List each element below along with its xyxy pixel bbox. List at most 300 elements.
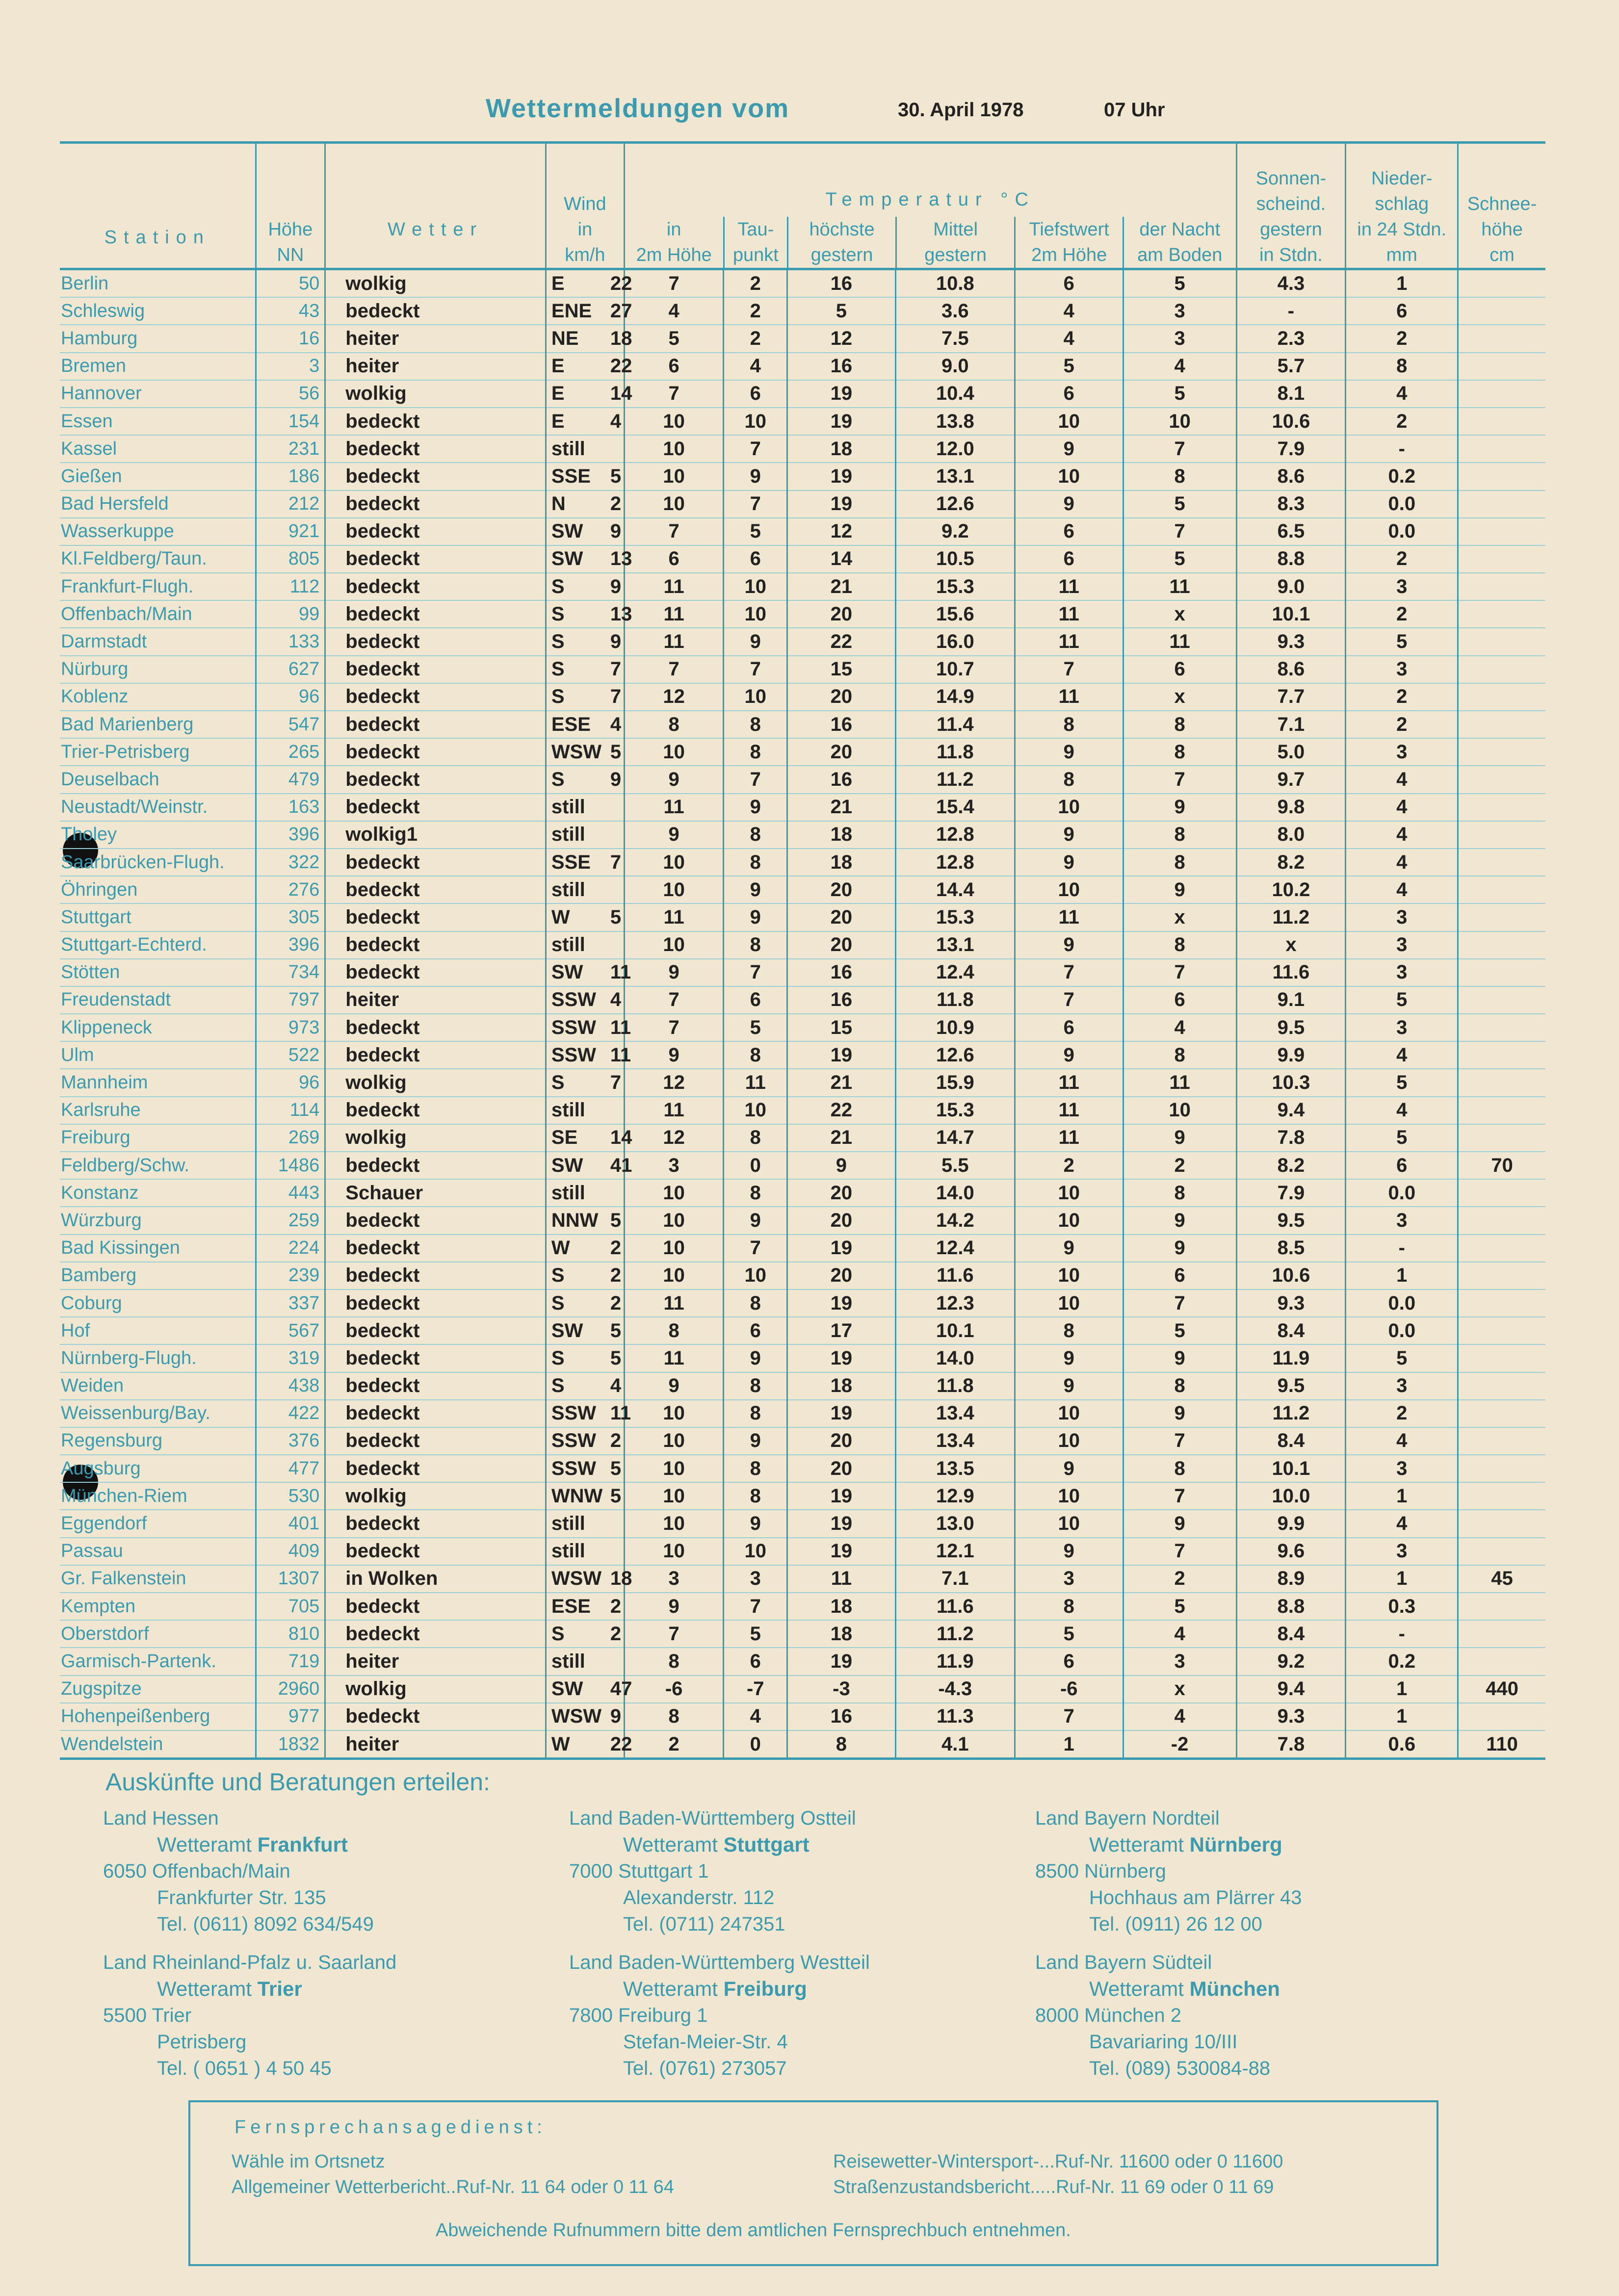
min-ground-cell [1123,1179,1236,1207]
mean-yesterday-value: 11.2 [937,768,974,790]
sunshine-hours-cell [1236,1317,1346,1344]
wind-speed: 41 [610,1154,632,1176]
temp-2m-cell [624,408,724,435]
min-ground-cell [1123,1400,1236,1427]
min-2m-cell [1015,1344,1123,1372]
station-name: Hamburg [61,328,138,349]
elevation-cell [256,1482,325,1510]
weather-value: heiter [345,989,399,1011]
sunshine-hours-cell [1236,986,1346,1014]
max-yesterday-value: 16 [830,961,853,983]
elevation-cell [256,1427,325,1455]
mean-yesterday-value: 13.4 [936,1430,974,1452]
min-ground-value: 9 [1174,1237,1185,1259]
wind-direction: S [551,1623,565,1645]
min-2m-cell [1015,463,1123,490]
snow-depth-cell [1458,1124,1545,1152]
mean-yesterday-value: 10.7 [936,658,974,680]
max-yesterday-cell [787,1372,896,1400]
sunshine-hours-cell [1236,903,1346,931]
min-2m-cell [1015,1455,1123,1482]
mean-yesterday-value: 13.1 [936,934,974,956]
max-yesterday-value: 16 [830,768,853,790]
office-block [1035,1805,1302,1937]
mean-yesterday-value: 10.9 [936,1016,974,1038]
sunshine-hours-cell [1236,1262,1346,1290]
wind-speed: 9 [610,1705,622,1728]
station-cell [60,738,256,766]
temp-2m-value: 3 [668,1568,679,1590]
max-yesterday-value: 21 [830,796,853,818]
wind-direction: SSE [551,465,591,487]
wind-direction: still [551,934,585,956]
temp-2m-cell [624,794,724,821]
dewpoint-cell [724,821,787,849]
weather-cell [325,903,546,931]
table-row [60,1124,1545,1152]
min-ground-value: 7 [1174,1485,1185,1507]
max-yesterday-value: 20 [830,878,853,901]
wind-cell [546,573,624,600]
mean-yesterday-value: 4.1 [941,1733,969,1755]
temp-2m-value: 10 [663,1264,685,1287]
precipitation-cell [1346,711,1458,738]
min-2m-cell [1015,683,1123,711]
snow-depth-value: 70 [1491,1154,1513,1176]
max-yesterday-value: 12 [830,520,853,542]
min-2m-cell [1015,1648,1123,1675]
sunshine-hours-value: 9.3 [1277,1705,1305,1728]
page-title-row [0,93,1619,132]
wind-cell [546,269,632,298]
snow-depth-cell [1458,269,1545,298]
wind-cell [546,1041,631,1069]
temp-2m-cell [624,435,724,463]
mean-yesterday-cell [895,959,1015,986]
weather-cell [325,600,546,628]
sunshine-hours-cell [1236,1097,1346,1124]
weather-cell [325,545,546,573]
min-ground-cell [1123,711,1236,738]
station-cell [60,490,256,518]
sunshine-hours-cell [1236,380,1346,408]
max-yesterday-value: 20 [830,1264,853,1287]
snow-depth-cell [1458,435,1545,463]
min-ground-cell [1123,1014,1236,1041]
sunshine-hours-cell [1236,766,1346,793]
max-yesterday-cell [787,573,896,600]
min-ground-value: 8 [1174,1182,1185,1204]
office-tel: Tel. (0711) 247351 [623,1913,785,1935]
elevation-value: 3 [309,356,320,377]
min-ground-cell [1123,1648,1236,1675]
wind-cell [546,876,624,903]
wind-speed: 13 [610,603,632,625]
wind-speed: 14 [610,1127,632,1149]
table-row [60,545,1545,573]
max-yesterday-cell [787,1565,896,1593]
weather-value: wolkig [345,1485,407,1507]
wind-cell [546,628,624,655]
min-2m-cell [1015,959,1123,986]
min-2m-cell [1015,325,1123,352]
dewpoint-cell [724,297,787,325]
precipitation-cell [1346,545,1458,573]
elevation-value: 627 [288,659,320,680]
elevation-value: 50 [298,273,320,294]
precipitation-cell [1346,1730,1458,1759]
elevation-cell [256,876,325,903]
report-time: 07 Uhr [1104,99,1165,121]
min-ground-value: 4 [1174,1016,1185,1038]
dewpoint-value: 9 [750,1209,761,1231]
wind-direction: still [551,438,585,460]
mean-yesterday-value: 13.8 [936,410,974,432]
min-2m-cell [1015,1730,1123,1759]
mean-yesterday-cell [895,1676,1015,1703]
wind-cell [546,353,632,380]
table-row [60,738,1545,766]
table-row [60,1620,1545,1648]
phone-service-box [188,2100,1438,2266]
weather-cell [325,1124,546,1152]
max-yesterday-value: 18 [830,438,853,460]
sunshine-hours-value: 8.3 [1277,493,1305,515]
min-2m-value: 4 [1063,327,1074,349]
max-yesterday-cell [787,766,896,793]
elevation-cell [256,1400,325,1427]
dewpoint-cell [724,545,787,573]
station-cell [60,297,256,325]
wind-speed: 4 [610,1375,622,1397]
mean-yesterday-cell [895,986,1015,1014]
max-yesterday-cell [787,1482,896,1510]
station-name: Bad Marienberg [61,714,194,735]
mean-yesterday-cell [895,353,1015,380]
weather-cell [325,656,546,683]
dewpoint-value: 7 [750,961,761,983]
elevation-value: 2960 [278,1678,320,1700]
min-ground-cell [1123,435,1236,463]
precipitation-cell [1346,1207,1458,1234]
temp-2m-value: 10 [663,493,685,515]
wind-speed: 5 [610,465,622,487]
wind-speed: 14 [610,383,632,405]
wind-direction: S [551,768,565,790]
min-ground-value: 10 [1169,1099,1191,1121]
min-2m-value: 9 [1063,493,1074,515]
max-yesterday-value: 19 [830,1513,853,1535]
phone-line2-left: Allgemeiner Wetterbericht..Ruf-Nr. 11 64 oder 0 11 64 [232,2177,674,2197]
min-2m-value: 3 [1063,1568,1074,1590]
temp-2m-cell [624,1730,724,1759]
max-yesterday-value: 22 [830,1099,853,1121]
snow-depth-cell [1458,794,1545,821]
mean-yesterday-value: 12.1 [936,1540,974,1562]
elevation-cell [256,380,325,408]
weather-value: bedeckt [345,961,420,983]
office-region: Land Hessen [103,1807,219,1829]
office-title [103,1976,396,2002]
temp-2m-cell [624,931,724,959]
station-name: Mannheim [61,1072,148,1093]
min-2m-cell [1015,766,1123,793]
weather-value: bedeckt [345,1016,420,1038]
weather-value: bedeckt [345,851,420,873]
precipitation-cell [1346,1455,1458,1482]
temp-2m-value: 10 [663,1513,685,1535]
station-name: Öhringen [61,879,138,900]
mean-yesterday-cell [895,1593,1015,1620]
sunshine-hours-value: 8.2 [1277,851,1305,873]
dewpoint-cell [724,1069,787,1096]
weather-cell [325,1152,546,1179]
table-row [60,408,1545,435]
station-name: Darmstadt [61,631,147,652]
mean-yesterday-value: 10.1 [936,1319,974,1341]
precipitation-value: 8 [1396,355,1408,377]
min-ground-value: 8 [1174,465,1185,487]
precipitation-value: 4 [1396,1430,1408,1452]
snow-depth-cell [1458,1455,1545,1482]
phone-box-footer: Abweichende Rufnummern bitte dem amtlichen Fernsprechbuch entnehmen. [436,2220,1071,2241]
temp-2m-cell [624,959,724,986]
office-tel: Tel. (0911) 26 12 00 [1089,1913,1262,1935]
temp-2m-value: 6 [668,548,679,570]
snow-depth-cell [1458,545,1545,573]
precipitation-value: 0.3 [1388,1595,1416,1617]
temp-2m-cell [624,325,724,352]
table-row [60,463,1545,490]
dewpoint-value: 8 [750,851,761,873]
sunshine-hours-value: 6.5 [1277,520,1305,542]
dewpoint-value: 8 [750,1182,761,1204]
min-2m-value: 9 [1063,1044,1074,1066]
snow-depth-cell [1458,1730,1545,1759]
precipitation-cell [1346,353,1458,380]
elevation-value: 231 [288,438,320,459]
precipitation-cell [1346,794,1458,821]
temp-2m-cell [624,1565,724,1593]
min-2m-value: 10 [1058,1513,1080,1535]
max-yesterday-cell [787,1648,896,1675]
wind-speed: 5 [610,1457,622,1479]
min-2m-value: 11 [1058,906,1079,928]
dewpoint-cell [724,1455,787,1482]
max-yesterday-value: 19 [830,493,853,515]
office-region: Land Bayern Südteil [1035,1952,1212,1973]
sunshine-hours-cell [1236,1427,1346,1455]
dewpoint-cell [724,849,787,876]
snow-depth-cell [1458,1565,1545,1593]
weather-value: bedeckt [345,300,420,322]
min-ground-value: 5 [1174,383,1185,405]
sunshine-hours-cell [1236,435,1346,463]
weather-cell [325,1482,546,1510]
col-nieder: Nieder- schlag in 24 Stdn. mm [1346,143,1458,269]
precipitation-cell [1346,1372,1458,1400]
wind-speed: 5 [610,1319,622,1341]
office-block [569,1949,870,2082]
wind-speed: 4 [610,410,622,432]
snow-depth-cell [1458,573,1545,600]
weather-value: bedeckt [345,575,420,597]
min-ground-value: 7 [1174,1540,1185,1562]
mean-yesterday-cell [895,1427,1015,1455]
dewpoint-value: 6 [750,1650,761,1672]
station-cell [60,1538,256,1565]
station-name: Schleswig [61,300,145,321]
mean-yesterday-value: 15.3 [936,575,974,597]
station-cell [60,353,256,380]
dewpoint-value: 8 [750,741,761,763]
max-yesterday-cell [787,1344,896,1372]
dewpoint-cell [724,1207,787,1234]
max-yesterday-value: 19 [830,465,853,487]
sunshine-hours-value: 7.9 [1277,1182,1305,1204]
temp-2m-value: 6 [668,355,679,377]
mean-yesterday-cell [895,903,1015,931]
sunshine-hours-cell [1236,408,1346,435]
mean-yesterday-cell [895,931,1015,959]
station-name: Bad Hersfeld [61,493,169,515]
weather-value: wolkig [345,272,407,294]
max-yesterday-cell [787,903,896,931]
weather-value: bedeckt [345,1513,420,1535]
sunshine-hours-cell [1236,1069,1346,1096]
mean-yesterday-cell [895,545,1015,573]
office-region: Land Baden-Württemberg Westteil [569,1952,870,1973]
office-name: Nürnberg [1189,1833,1282,1856]
station-name: Freiburg [61,1127,131,1148]
station-name: Hohenpeißenberg [61,1706,210,1727]
weather-cell [325,1538,546,1565]
office-block [103,1949,396,2082]
weather-value: wolkig [345,1127,407,1149]
min-2m-value: 11 [1058,631,1079,653]
dewpoint-cell [724,1290,787,1317]
weather-cell [325,628,546,655]
weather-cell [325,931,546,959]
dewpoint-cell [724,1344,787,1372]
wind-speed: 13 [610,548,632,570]
min-2m-value: 7 [1063,1705,1074,1728]
wind-cell [546,408,624,435]
elevation-cell [256,325,325,352]
wind-cell [546,1510,624,1537]
elevation-value: 479 [288,769,320,790]
elevation-value: 154 [288,411,320,432]
min-ground-value: x [1174,686,1185,708]
dewpoint-cell [724,1179,787,1207]
weather-cell [325,435,546,463]
office-tel: Tel. (0611) 8092 634/549 [157,1913,374,1935]
max-yesterday-cell [787,408,896,435]
min-ground-value: 6 [1174,658,1185,680]
sunshine-hours-value: 8.8 [1277,548,1305,570]
elevation-cell [256,931,325,959]
dewpoint-value: 8 [750,1485,761,1507]
mean-yesterday-cell [895,408,1015,435]
dewpoint-value: 8 [750,1457,761,1479]
sunshine-hours-value: 9.5 [1277,1375,1305,1397]
sunshine-hours-cell [1236,628,1346,655]
max-yesterday-value: 20 [830,1182,853,1204]
station-cell [60,545,256,573]
min-2m-cell [1015,1593,1123,1620]
elevation-cell [256,766,325,793]
station-name: Saarbrücken-Flugh. [61,851,225,873]
min-ground-value: 9 [1174,796,1185,818]
snow-depth-cell [1458,380,1545,408]
min-ground-cell [1123,656,1236,683]
max-yesterday-cell [787,959,896,986]
wind-cell [546,1427,624,1455]
temp-2m-value: 4 [668,300,679,322]
max-yesterday-value: 14 [830,548,853,570]
table-row [60,711,1545,738]
precipitation-value: 6 [1396,300,1408,322]
elevation-value: 921 [288,521,320,542]
weather-value: bedeckt [345,548,420,570]
dewpoint-cell [724,1510,787,1537]
weather-cell [325,849,546,876]
wind-direction: still [551,1099,585,1121]
elevation-cell [256,545,325,573]
min-2m-value: 10 [1058,465,1080,487]
sunshine-hours-cell [1236,518,1346,545]
min-ground-cell [1123,1427,1236,1455]
mean-yesterday-cell [895,711,1015,738]
max-yesterday-value: 22 [830,631,853,653]
precipitation-value: 1 [1396,1705,1408,1728]
sunshine-hours-cell [1236,1510,1346,1537]
weather-cell [325,1565,546,1593]
station-name: Stuttgart [61,906,131,928]
col-schnee: Schnee- höhe cm [1458,143,1545,269]
mean-yesterday-cell [895,1041,1015,1069]
min-2m-cell [1015,1207,1123,1234]
min-2m-cell [1015,435,1123,463]
weather-value: Schauer [345,1182,423,1204]
mean-yesterday-value: 15.9 [936,1072,974,1094]
table-row [60,1510,1545,1537]
wind-cell [546,738,624,766]
dewpoint-value: 8 [750,934,761,956]
mean-yesterday-value: 14.0 [936,1182,974,1204]
office-title [1035,1832,1302,1858]
precipitation-value: 4 [1396,383,1408,405]
wind-direction: N [551,493,566,515]
station-name: Karlsruhe [61,1100,141,1121]
max-yesterday-cell [787,1097,896,1124]
temp-2m-cell [624,1703,724,1730]
mean-yesterday-value: 7.1 [941,1568,969,1590]
sunshine-hours-cell [1236,1730,1346,1759]
precipitation-cell [1346,1482,1458,1510]
sunshine-hours-value: 8.1 [1277,383,1305,405]
mean-yesterday-value: 10.5 [936,548,974,570]
temp-2m-cell [624,1482,724,1510]
station-name: Stötten [61,962,120,983]
dewpoint-cell [724,573,787,600]
min-2m-cell [1015,821,1123,849]
sunshine-hours-value: 7.1 [1277,713,1305,735]
min-2m-cell [1015,1179,1123,1207]
wind-cell [546,1124,632,1152]
max-yesterday-cell [787,821,896,849]
mean-yesterday-value: 15.3 [936,906,974,928]
